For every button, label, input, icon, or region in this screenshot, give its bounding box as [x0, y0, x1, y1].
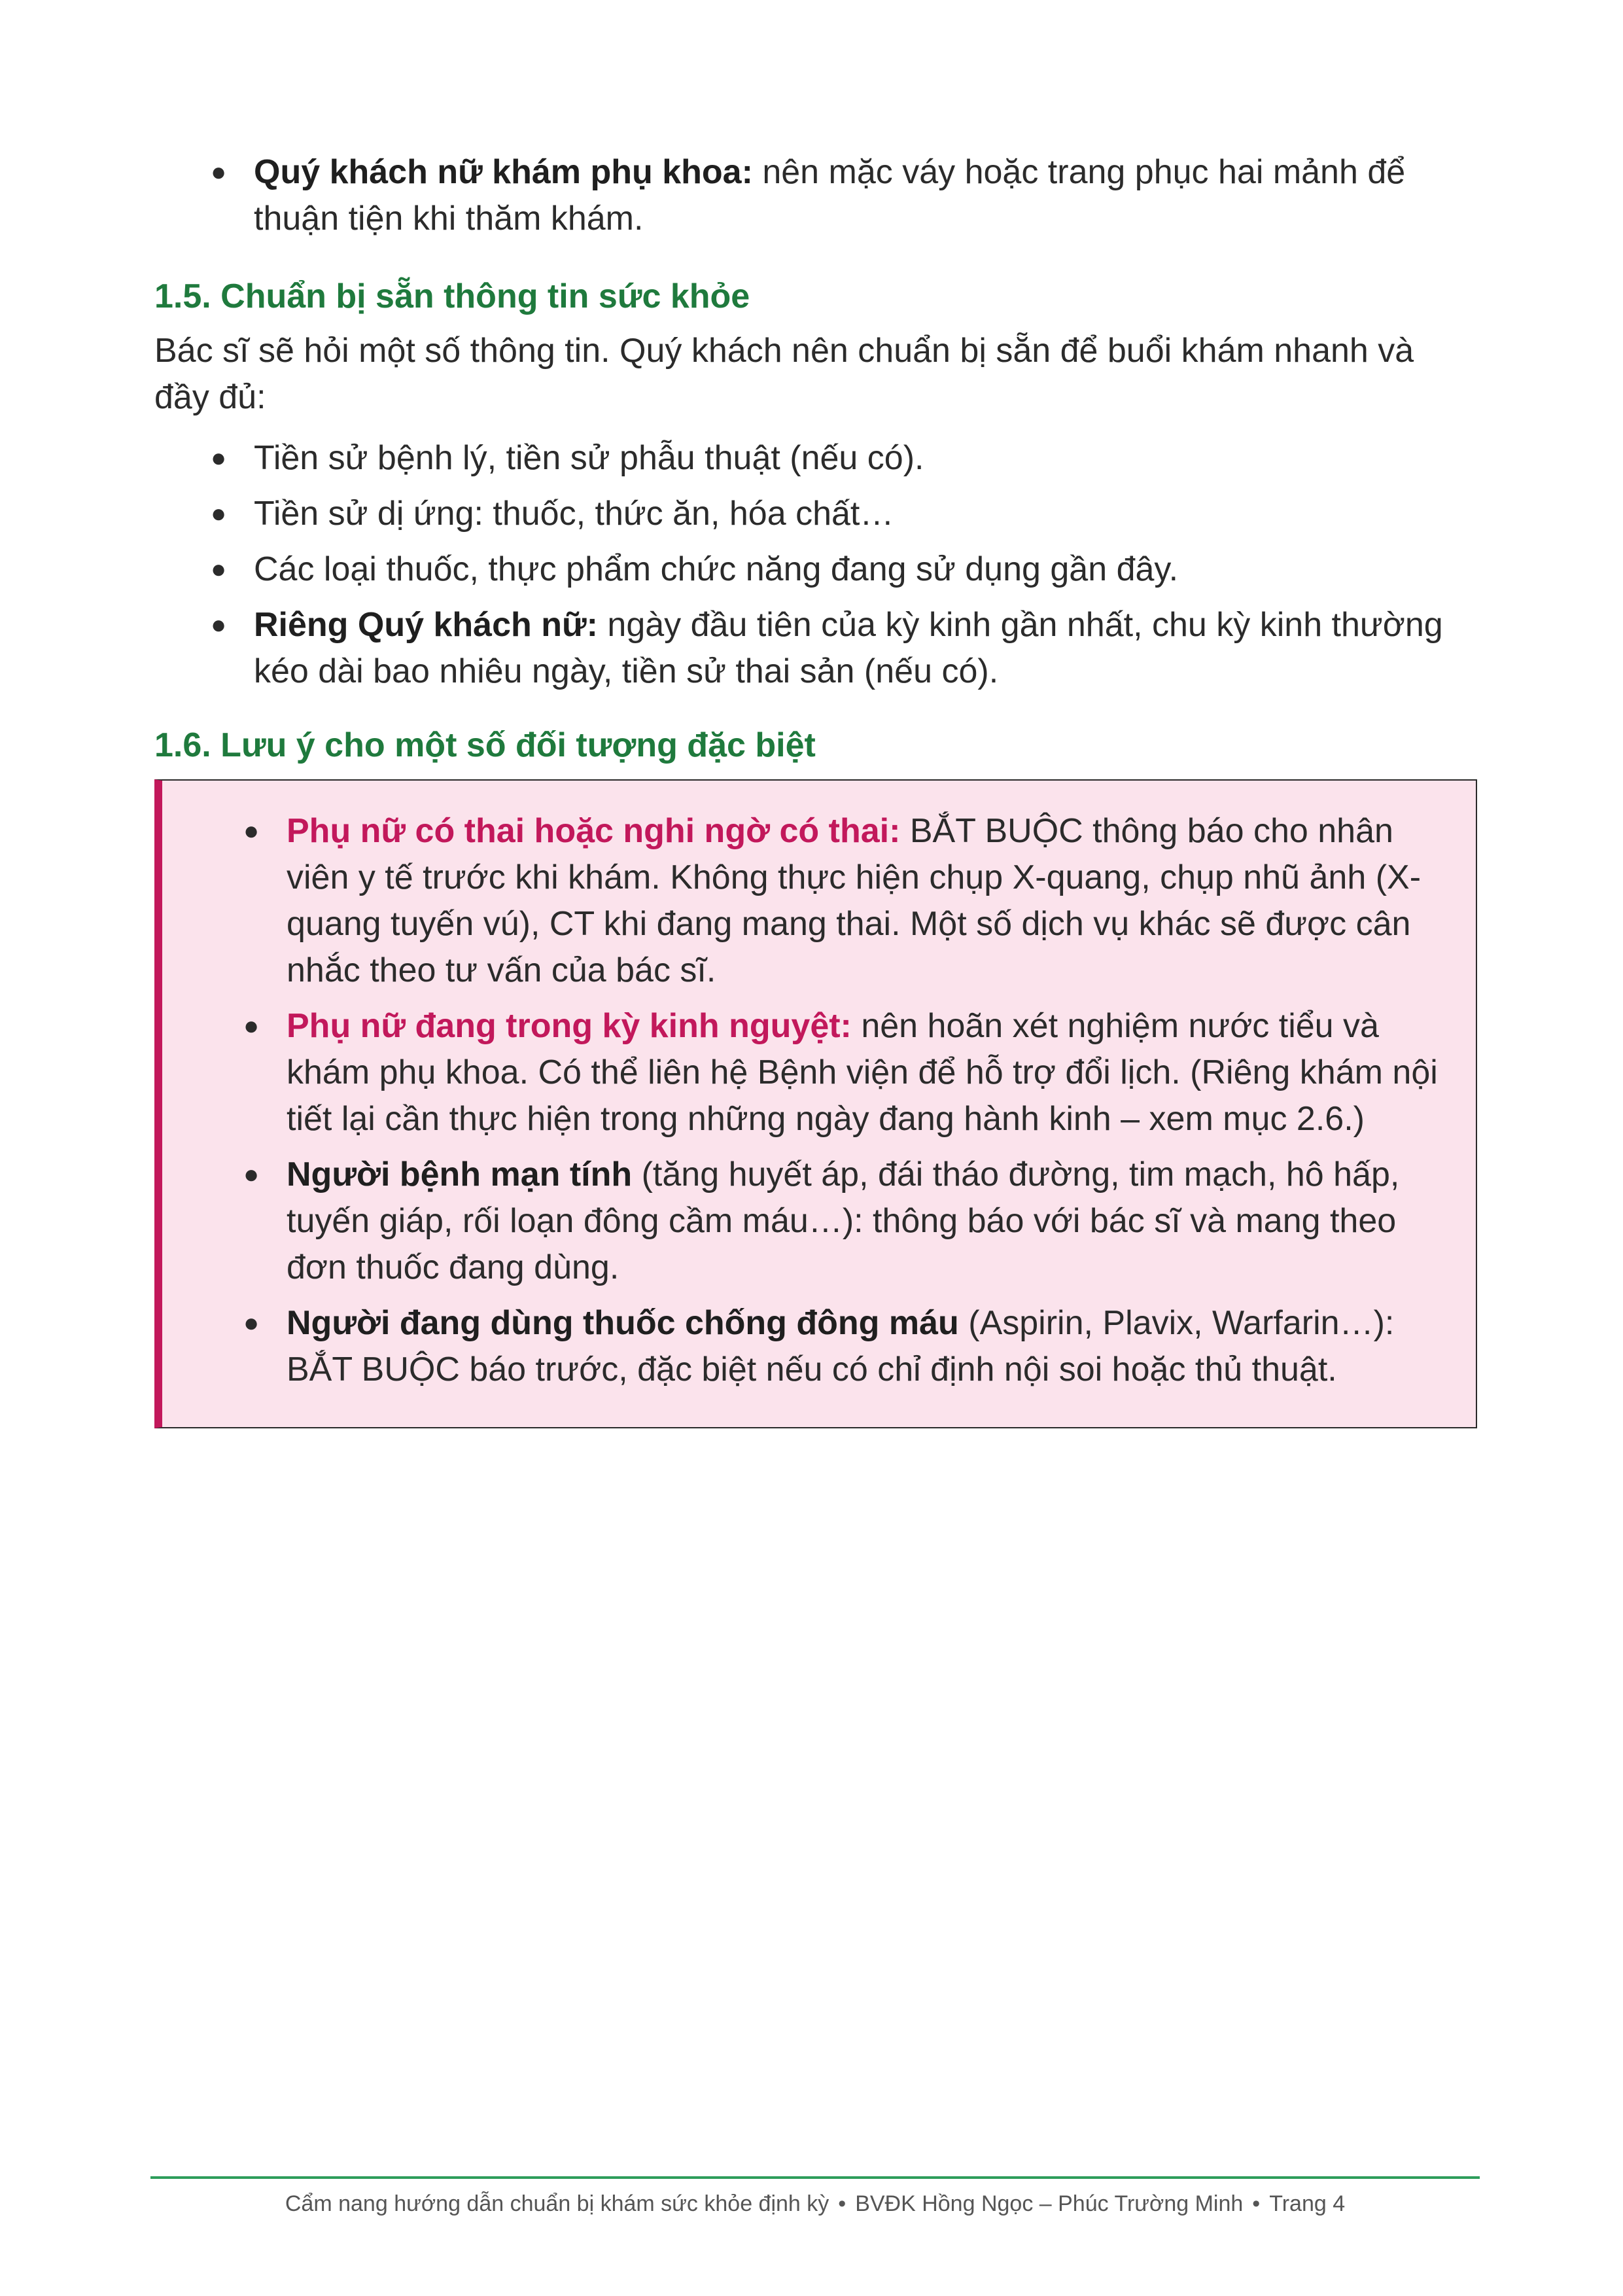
section-intro: Bác sĩ sẽ hỏi một số thông tin. Quý khách nên chuẩn bị sẵn để buổi khám nhanh và đầy đủ:	[154, 332, 1414, 416]
footer-organization: BVĐK Hồng Ngọc – Phúc Trường Minh	[855, 2191, 1244, 2216]
bullet-dot-icon: ●	[211, 499, 227, 528]
bullet-bold-text: Riêng Quý khách nữ:	[254, 606, 598, 644]
list-item	[154, 435, 1477, 482]
bullet-dot-icon: ●	[243, 1309, 260, 1337]
bullet-dot-icon: ●	[211, 610, 227, 639]
bullet-highlight-text: Phụ nữ có thai hoặc nghi ngờ có thai:	[287, 812, 901, 850]
health-info-list	[154, 435, 1477, 695]
bullet-text: nên hoãn xét nghiệm nước tiểu và khám phụ khoa. Có thể liên hệ Bệnh viện để hỗ trợ đổi lịch. (Riêng khám nội tiết lại cần thực hiện trong những ngày đang hành kinh – xem mục 2.6.)	[287, 1007, 1438, 1138]
bullet-dot-icon: ●	[243, 817, 260, 845]
top-bullet-list	[154, 149, 1477, 242]
section-1-5	[154, 274, 1477, 695]
bullet-text: (Aspirin, Plavix, Warfarin…): BẮT BUỘC báo trước, đặc biệt nếu có chỉ định nội soi hoặc thủ thuật.	[287, 1304, 1395, 1388]
bullet-highlight-text: Phụ nữ đang trong kỳ kinh nguyệt:	[287, 1007, 852, 1045]
bullet-text: Các loại thuốc, thực phẩm chức năng đang sử dụng gần đây.	[254, 550, 1179, 588]
section-heading: 1.6. Lưu ý cho một số đối tượng đặc biệt	[154, 726, 816, 764]
footer-separator: •	[1252, 2191, 1261, 2216]
bullet-bold-text: Quý khách nữ khám phụ khoa:	[254, 153, 753, 191]
list-item	[162, 1003, 1450, 1142]
special-notes-callout	[154, 779, 1477, 1428]
list-item	[154, 602, 1477, 695]
bullet-text: (tăng huyết áp, đái tháo đường, tim mạch, hô hấp, tuyến giáp, rối loạn đông cầm máu…): thông báo với bác sĩ và mang theo đơn thuốc đang dùng.	[287, 1156, 1400, 1286]
list-item	[162, 1152, 1450, 1291]
footer-separator: •	[838, 2191, 846, 2216]
special-notes-list	[162, 808, 1450, 1393]
list-item	[162, 1300, 1450, 1393]
bullet-dot-icon: ●	[211, 444, 227, 472]
bullet-dot-icon: ●	[243, 1012, 260, 1040]
list-item	[154, 491, 1477, 537]
bullet-dot-icon: ●	[211, 158, 227, 186]
footer-divider	[150, 2176, 1480, 2179]
list-item	[162, 808, 1450, 994]
page-content	[154, 149, 1477, 1428]
bullet-dot-icon: ●	[243, 1160, 260, 1189]
bullet-dot-icon: ●	[211, 555, 227, 584]
section-heading: 1.5. Chuẩn bị sẵn thông tin sức khỏe	[154, 277, 750, 315]
footer-page-number: Trang 4	[1269, 2191, 1346, 2216]
bullet-text: Tiền sử bệnh lý, tiền sử phẫu thuật (nếu có).	[254, 439, 924, 477]
list-item	[154, 546, 1477, 593]
page-footer	[150, 2189, 1480, 2218]
bullet-text: nên mặc váy hoặc trang phục hai mảnh để thuận tiện khi thăm khám.	[254, 153, 1406, 238]
list-item	[154, 149, 1477, 242]
bullet-bold-text: Người đang dùng thuốc chống đông máu	[287, 1304, 959, 1342]
bullet-text: ngày đầu tiên của kỳ kinh gần nhất, chu kỳ kinh thường kéo dài bao nhiêu ngày, tiền sử thai sản (nếu có).	[254, 606, 1443, 690]
bullet-text: Tiền sử dị ứng: thuốc, thức ăn, hóa chất…	[254, 495, 894, 533]
section-1-6	[154, 722, 1477, 1428]
footer-doc-title: Cẩm nang hướng dẫn chuẩn bị khám sức khỏe định kỳ	[285, 2191, 829, 2216]
bullet-text: BẮT BUỘC thông báo cho nhân viên y tế trước khi khám. Không thực hiện chụp X-quang, chụp nhũ ảnh (X-quang tuyến vú), CT khi đang mang thai. Một số dịch vụ khác sẽ được cân nhắc theo tư vấn của bác sĩ.	[287, 812, 1422, 989]
bullet-bold-text: Người bệnh mạn tính	[287, 1156, 633, 1193]
